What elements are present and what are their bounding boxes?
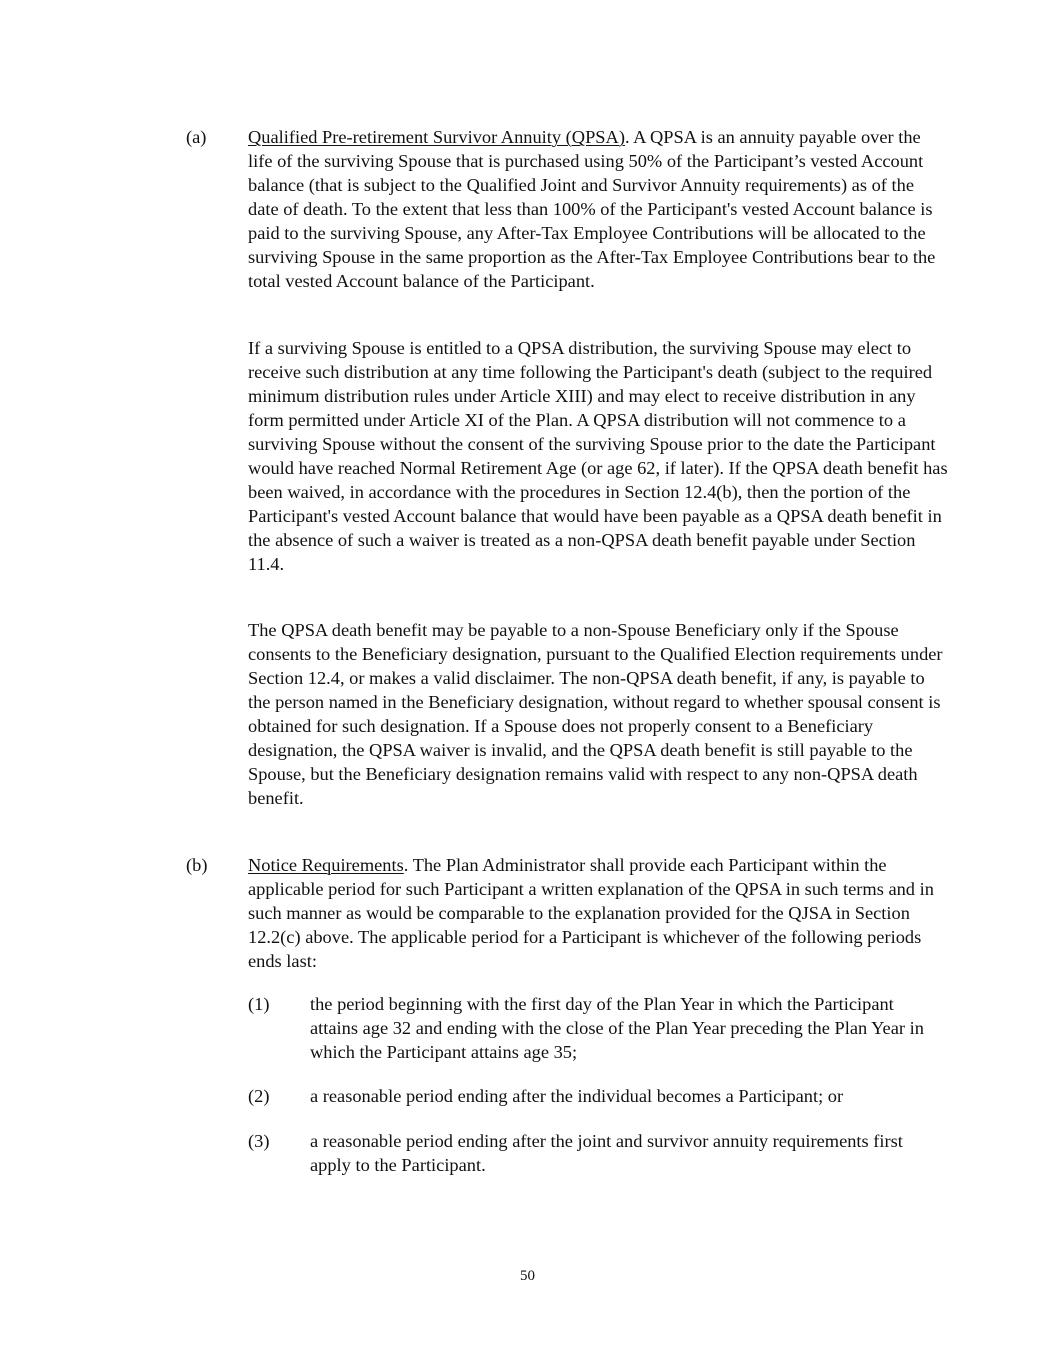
- section-b-text: . The Plan Administrator shall provide each Participant within the applicable period for such Participant a written explanation of the QPSA in such terms and in such manner as would be comparable to the explanation provided for the QJSA in Section 12.2(c) above. The applicable period for a Participant is whichever of the following periods ends last:: [248, 855, 934, 971]
- section-b-item-2-label: (2): [248, 1086, 270, 1106]
- section-b-item-1-text: the period beginning with the first day of the Plan Year in which the Participant attains age 32 and ending with the close of the Plan Year preceding the Plan Year in which the Participant attains age 35;: [310, 994, 924, 1062]
- section-a-text: . A QPSA is an annuity payable over the life of the surviving Spouse that is purchased using 50% of the Participant’s vested Account balance (that is subject to the Qualified Joint and Survivor Annuity requirements) as of the date of death. To the extent that less than 100% of the Participant's vested Account balance is paid to the surviving Spouse, any After-Tax Employee Contributions will be allocated to the surviving Spouse in the same proportion as the After-Tax Employee Contributions bear to the total vested Account balance of the Participant.: [248, 127, 936, 291]
- section-b-item-1-label: (1): [248, 994, 270, 1014]
- section-b-item-3-label: (3): [248, 1131, 270, 1151]
- page-number: 50: [520, 1268, 535, 1284]
- section-b-item-3-text: a reasonable period ending after the joint and survivor annuity requirements first apply to the Participant.: [310, 1131, 903, 1175]
- section-a-paragraph-1: If a surviving Spouse is entitled to a QPSA distribution, the surviving Spouse may elect to receive such distribution at any time following the Participant's death (subject to the required minimum distribution rules under Article XIII) and may elect to receive distribution in any form permitted under Article XI of the Plan. A QPSA distribution will not commence to a surviving Spouse without the consent of the surviving Spouse prior to the date the Participant would have reached Normal Retirement Age (or age 62, if later). If the QPSA death benefit has been waived, in accordance with the procedures in Section 12.4(b), then the portion of the Participant's vested Account balance that would have been payable as a QPSA death benefit in the absence of such a waiver is treated as a non-QPSA death benefit payable under Section 11.4.: [248, 338, 948, 574]
- section-b-heading: Notice Requirements: [248, 855, 404, 875]
- section-b-body: [248, 853, 938, 973]
- section-a-body: [248, 125, 938, 293]
- section-b-label: (b): [186, 855, 208, 875]
- section-b-item-2-text: a reasonable period ending after the individual becomes a Participant; or: [310, 1086, 844, 1106]
- section-a-heading: Qualified Pre-retirement Survivor Annuity (QPSA): [248, 127, 625, 147]
- section-a-label: (a): [186, 127, 207, 147]
- section-a-paragraph-2: The QPSA death benefit may be payable to a non-Spouse Beneficiary only if the Spouse consents to the Beneficiary designation, pursuant to the Qualified Election requirements under Section 12.4, or makes a valid disclaimer. The non-QPSA death benefit, if any, is payable to the person named in the Beneficiary designation, without regard to whether spousal consent is obtained for such designation. If a Spouse does not properly consent to a Beneficiary designation, the QPSA waiver is invalid, and the QPSA death benefit is still payable to the Spouse, but the Beneficiary designation remains valid with respect to any non-QPSA death benefit.: [248, 620, 943, 808]
